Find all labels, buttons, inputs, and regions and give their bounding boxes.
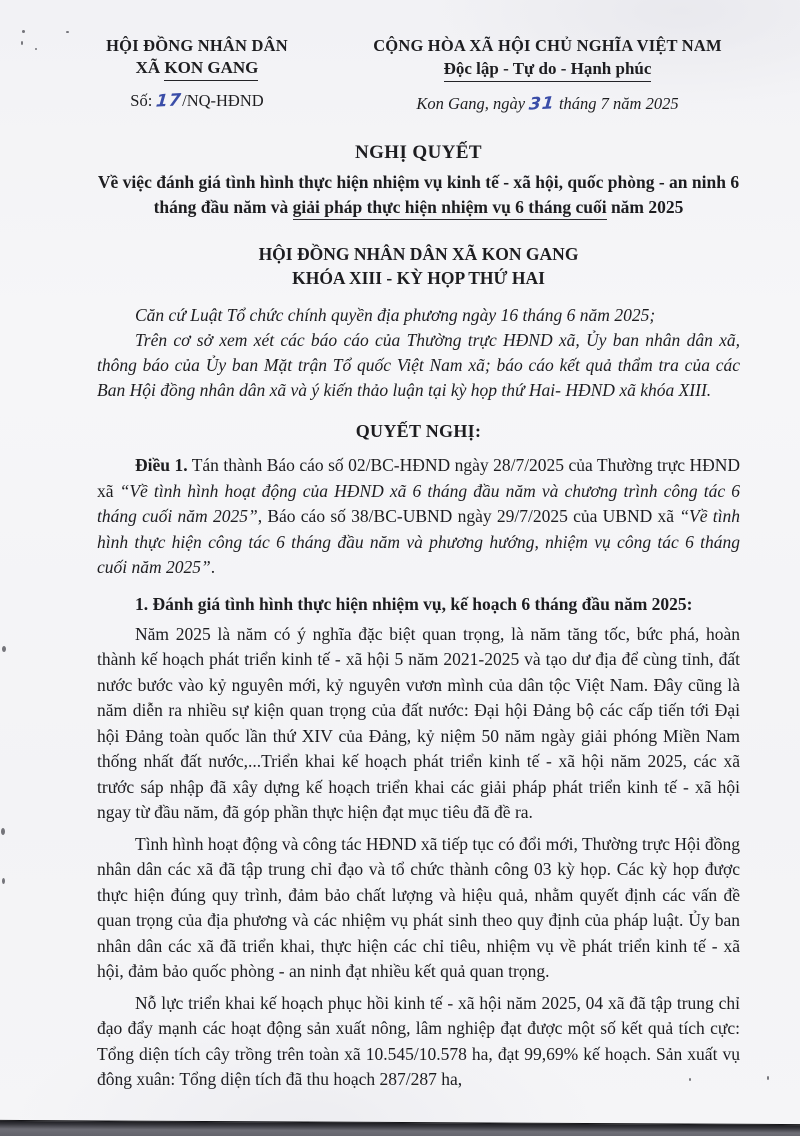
national-motto-line1: CỘNG HÒA XÃ HỘI CHỦ NGHĨA VIỆT NAM [373,36,722,55]
issuer-line1: HỘI ĐỒNG NHÂN DÂN XÃ KON GANG [258,244,579,264]
article-1-seg3: . [210,557,216,577]
preamble [97,303,740,403]
article-1-quote1: “Về tình hình hoạt động của HĐND xã 6 tháng đầu năm và chương trình công tác 6 tháng cuối năm 2025” [97,480,740,526]
place-date-prefix: Kon Gang, ngày [416,94,530,113]
date-day-handwritten: 31 [528,93,556,115]
org-parent-name: HỘI ĐỒNG NHÂN DÂN [106,36,288,55]
issuer-line2: KHÓA XIII - KỲ HỌP THỨ HAI [292,267,545,288]
issuer-block [97,243,740,290]
org-name: KON GANG [164,58,258,81]
scanner-edge-shadow [0,1120,800,1136]
subject-part1: Về việc đánh giá tình hình thực hiện nhiệm vụ kinh tế - xã hội, quốc phòng - an ninh 6 tháng đầu năm và [97,172,740,217]
section-1-heading: 1. Đánh giá tình hình thực hiện nhiệm vụ, kế hoạch 6 tháng đầu năm 2025: [135,593,693,614]
article-1 [97,453,740,581]
article-1-seg2: , Báo cáo số 38/BC-UBND ngày 29/7/2025 của UBND xã [257,506,680,526]
number-suffix: /NQ-HĐND [182,91,264,110]
subject-underlined: giải pháp thực hiện nhiệm vụ 6 tháng cuối [293,197,607,220]
place-date-suffix: tháng 7 năm 2025 [554,94,679,113]
body-paragraph-2: Tình hình hoạt động và công tác HĐND xã tiếp tục có đổi mới, Thường trực Hội đồng nhân dân các xã đã tập trung chỉ đạo và tổ chức thành công 03 kỳ họp. Các kỳ họp được thực hiện đúng quy trình, đảm bảo chất lượng và hiệu quả, nhằm quyết định các vấn đề quan trọng của địa phương và các nhiệm vụ phát sinh theo quy định của pháp luật. Ủy ban nhân dân các xã đã triển khai, thực hiện các chỉ tiêu, nhiệm vụ về phát triển kinh tế - xã hội, đảm bảo quốc phòng - an ninh đạt nhiều kết quả quan trọng. [97,833,740,981]
national-motto-line2: Độc lập - Tự do - Hạnh phúc [355,59,740,82]
number-value-handwritten: 17 [155,90,184,112]
subject-part2: năm 2025 [606,196,684,217]
article-1-quote2: “Về tình hình thực hiện công tác 6 tháng đầu năm và phương hướng, nhiệm vụ công tác 6 tháng cuối năm 2025” [97,506,740,577]
body-paragraph-1: Năm 2025 là năm có ý nghĩa đặc biệt quan trọng, là năm tăng tốc, bức phá, hoàn thành kế hoạch phát triển kinh tế - xã hội 5 năm 2021-2025 và tạo dư địa để cùng tỉnh, đất nước bước vào kỷ nguyên mới, kỷ nguyên vươn mình của dân tộc Việt Nam. Đây cũng là năm diễn ra nhiều sự kiện quan trọng của đất nước: Đại hội Đảng bộ các cấp tiến tới Đại hội Đảng toàn quốc lần thứ XIV của Đảng, kỷ niệm 50 năm ngày giải phóng Miền Nam thống nhất đất nước,...Triển khai kế hoạch phát triển kinh tế - xã hội năm 2025, các xã trước sáp nhập đã xây dựng kế hoạch triển khai các giải pháp phát triển kinh tế - xã hội ngay từ đầu năm, đã góp phần thực hiện đạt mục tiêu đã đề ra. [97,623,740,822]
preamble-citation-2: Trên cơ sở xem xét các báo cáo của Thường trực HĐND xã, Ủy ban nhân dân xã, thông báo của Ủy ban Mặt trận Tổ quốc Việt Nam xã; báo cáo kết quả thẩm tra của các Ban Hội đồng nhân dân xã và ý kiến thảo luận tại kỳ họp thứ Hai- HĐND xã khóa XIII. [97,330,740,400]
org-prefix: XÃ [135,58,165,77]
national-header-block [355,36,740,114]
org-name-line [97,58,297,81]
place-and-date [355,94,740,114]
document-header [97,36,740,114]
article-1-seg1: Tán thành Báo cáo số 02/BC-HĐND ngày 28/7/2025 của Thường trực HĐND xã [97,455,740,501]
number-label: Số: [130,91,157,110]
preamble-citation-1: Căn cứ Luật Tổ chức chính quyền địa phương ngày 16 tháng 6 năm 2025; [135,305,656,325]
issuing-org-block [97,36,297,111]
document-subject [97,170,740,219]
article-1-label: Điều 1. [135,455,188,475]
resolution-heading: QUYẾT NGHỊ: [355,421,482,441]
body-paragraph-3: Nỗ lực triển khai kế hoạch phục hồi kinh tế - xã hội năm 2025, 04 xã đã tập trung chỉ đạo đẩy mạnh các hoạt động sản xuất nông, lâm nghiệp đạt được một số kết quả tích cực: Tổng diện tích cây trồng trên toàn xã 10.545/10.578 ha, đạt 99,69% kế hoạch. Sản xuất vụ đông xuân: Tổng diện tích đã thu hoạch 287/287 ha, [97,992,740,1089]
document-number [97,91,297,111]
document-title: NGHỊ QUYẾT [355,142,482,163]
